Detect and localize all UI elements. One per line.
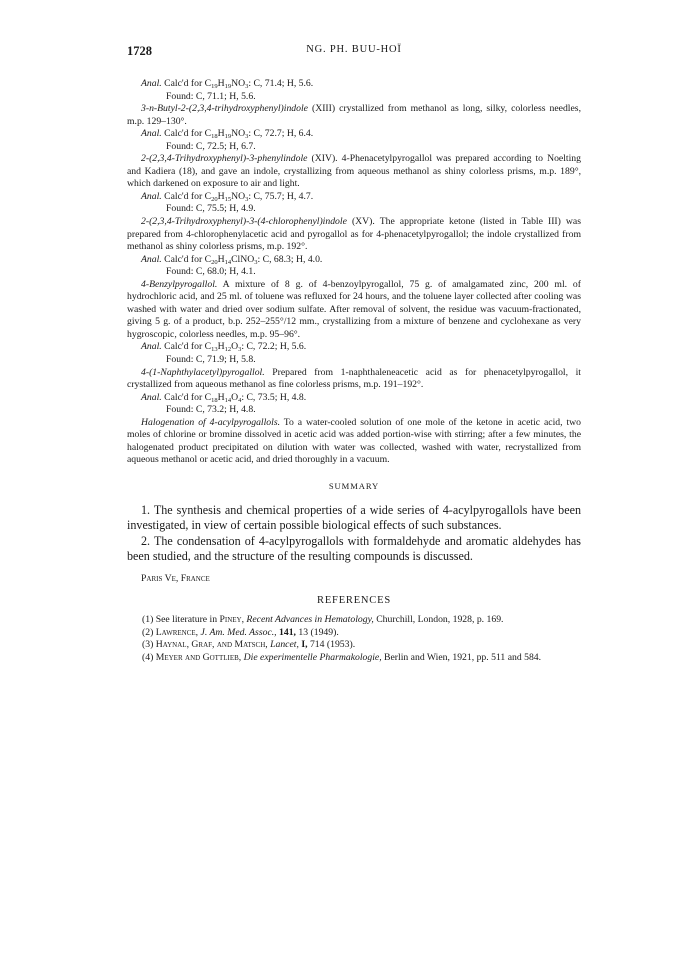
analysis-calcd-line: Anal. Calc'd for $C_{20}H_{14}ClNO_3$: C, 68.3; H, 4.0. — [141, 253, 323, 266]
running-head: NG. PH. BUU-HOÏ — [306, 44, 402, 55]
analysis-found-line: Found: C, 71.1; H, 5.6. — [166, 90, 256, 102]
reference-item: (4) Meyer and Gottlieb, Die experimentelle Pharmakologie, Berlin and Wien, 1921, pp. 511 and 584. — [142, 651, 542, 663]
summary-item-2: 2. The condensation of 4-acylpyrogallols with formaldehyde and aromatic aldehydes has been studied, and the structure of the resulting compounds is discussed. — [127, 533, 581, 564]
halogenation-paragraph: Halogenation of 4-acylpyrogallols. To a water-cooled solution of one mole of the ketone in acetic acid, two moles of chlorine or bromine dissolved in acetic acid was added portion-wise with stirring; after a few minutes, the halogenated product precipitated on dilution with water was collected, washed with water, recrystallized from aqueous methanol or acetic acid, and dried thoroughly in a vacuum. — [127, 416, 581, 466]
analysis-calcd-line: Anal. Calc'd for $C_{18}H_{19}NO_3$: C, 72.7; H, 6.4. — [141, 128, 314, 141]
reference-item: (2) Lawrence, J. Am. Med. Assoc., 141, 13 (1949). — [142, 626, 339, 638]
compound-paragraph: 3-n-Butyl-2-(2,3,4-trihydroxyphenyl)indole (XIII) crystallized from methanol as long, silky, colorless needles, m.p. 129–130°. — [127, 103, 581, 127]
compound-paragraph: 4-(1-Naphthylacetyl)pyrogallol. Prepared from 1-naphthaleneacetic acid as for phenacetylpyrogallol, it crystallized from aqueous methanol as fine colorless prisms, m.p. 191–192°. — [127, 366, 581, 391]
compound-paragraph: 4-Benzylpyrogallol. A mixture of 8 g. of 4-benzoylpyrogallol, 75 g. of amalgamated zinc, 200 ml. of hydrochloric acid, and 25 ml. of toluene was refluxed for 24 hours, and the toluene layer collected after cooling was washed with water and dried over sodium sulfate. After removal of solvent, the residue was vacuum-fractionated, giving 5 g. of a product, b.p. 252–255°/12 mm., crystallizing from a mixture of benzene and cyclohexane as very hygroscopic, colorless needles, m.p. 95–96°. — [127, 278, 581, 340]
analysis-found-line: Found: C, 73.2; H, 4.8. — [166, 404, 256, 416]
summary-heading: SUMMARY — [328, 480, 380, 491]
compound-paragraph: 2-(2,3,4-Trihydroxyphenyl)-3-(4-chlorophenyl)indole (XV). The appropriate ketone (listed in Table III) was prepared from 4-chlorophenylacetic acid and pyrogallol as for 4-phenacetylpyrogallol; the indole crystallized from methanol as shiny colorless prisms, m.p. 192°. — [127, 216, 581, 253]
analysis-calcd-line: Anal. Calc'd for $C_{20}H_{15}NO_3$: C, 75.7; H, 4.7. — [141, 190, 314, 203]
analysis-calcd-line: Anal. Calc'd for $C_{18}H_{14}O_4$: C, 73.5; H, 4.8. — [141, 391, 307, 404]
analysis-calcd-line: Anal. Calc'd for $C_{13}H_{12}O_3$: C, 72.2; H, 5.6. — [141, 341, 307, 354]
references-heading: REFERENCES — [317, 595, 391, 607]
compound-paragraph: 2-(2,3,4-Trihydroxyphenyl)-3-phenylindole (XIV). 4-Phenacetylpyrogallol was prepared according to Noelting and Kadiera (18), and gave an indole, crystallizing from aqueous methanol as shiny colorless prisms, m.p. 189°, which darkened on exposure to air and light. — [127, 153, 581, 190]
reference-item: (1) See literature in Piney, Recent Advances in Hematology, Churchill, London, 1928, p. 169. — [142, 613, 504, 625]
author-address: Paris Ve, France — [141, 572, 210, 584]
analysis-found-line: Found: C, 71.9; H, 5.8. — [166, 354, 256, 366]
analysis-found-line: Found: C, 75.5; H, 4.9. — [166, 203, 256, 215]
page-header — [127, 44, 581, 60]
experimental-text — [127, 78, 581, 664]
analysis-found-line: Found: C, 72.5; H, 6.7. — [166, 140, 256, 152]
summary-item-1: 1. The synthesis and chemical properties of a wide series of 4-acylpyrogallols have been investigated, in view of certain possible biological effects of such substances. — [127, 502, 581, 533]
page-number: 1728 — [127, 44, 152, 58]
analysis-found-line: Found: C, 68.0; H, 4.1. — [166, 266, 256, 278]
reference-item: (3) Haynal, Graf, and Matsch, Lancet, I, 714 (1953). — [142, 639, 356, 651]
analysis-calcd-line: Anal. Calc'd for $C_{19}H_{19}NO_3$: C, 71.4; H, 5.6. — [141, 78, 314, 90]
